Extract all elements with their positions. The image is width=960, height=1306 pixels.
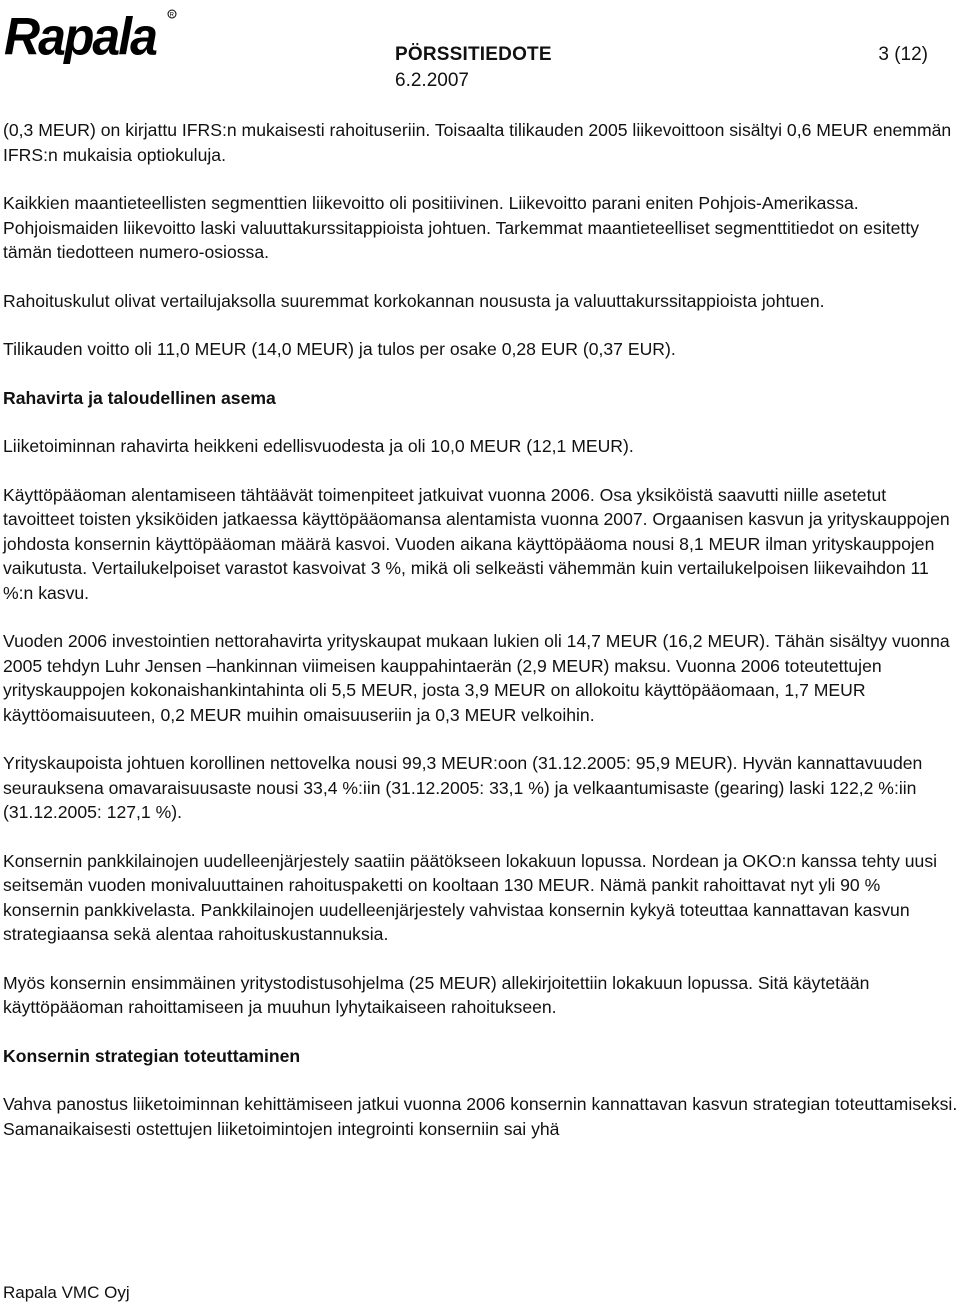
paragraph: Rahoituskulut olivat vertailujaksolla suuremmat korkokannan noususta ja valuuttakurssitappioista johtuen. xyxy=(3,290,825,311)
paragraph: Kaikkien maantieteellisten segmenttien liikevoitto oli positiivinen. Liikevoitto parani eniten Pohjois-Amerikassa. Pohjoismaiden liikevoitto laski valuuttakurssitappioista johtuen. Tarkemmat maantieteelliset segmenttitiedot on esitetty tämän tiedotteen numero-osiossa. xyxy=(3,193,919,262)
paragraph: (0,3 MEUR) on kirjattu IFRS:n mukaisesti rahoituseriin. Toisaalta tilikauden 2005 liikevoittoon sisältyi 0,6 MEUR enemmän IFRS:n mukaisia optiokuluja. xyxy=(3,120,952,165)
paragraph: Liiketoiminnan rahavirta heikkeni edellisvuodesta ja oli 10,0 MEUR (12,1 MEUR). xyxy=(3,436,634,456)
paragraph: Vahva panostus liiketoiminnan kehittämiseen jatkui vuonna 2006 konsernin kannattavan kasvun strategian toteuttamiseksi. Samanaikaisesti ostettujen liiketoimintojen integrointi konserniin sai yhä xyxy=(3,1094,958,1139)
document-date: 6.2.2007 xyxy=(395,70,469,91)
paragraph: Tilikauden voitto oli 11,0 MEUR (14,0 MEUR) ja tulos per osake 0,28 EUR (0,37 EUR). xyxy=(3,339,676,359)
section-heading: Konsernin strategian toteuttaminen xyxy=(3,1045,301,1066)
page-number: 3 (12) xyxy=(878,44,928,65)
document-body xyxy=(3,118,958,1141)
paragraph: Myös konsernin ensimmäinen yritystodistusohjelma (25 MEUR) allekirjoitettiin lokakuun lopussa. Sitä käytetään käyttöpääoman rahoittamiseen ja muuhun lyhytaikaiseen rahoitukseen. xyxy=(3,972,870,1017)
rapala-logo xyxy=(2,4,178,64)
svg-text:R: R xyxy=(169,12,174,19)
paragraph: Vuoden 2006 investointien nettorahavirta yrityskaupat mukaan lukien oli 14,7 MEUR (16,2 MEUR). Tähän sisältyy vuonna 2005 tehdyn Luhr Jensen –hankinnan viimeisen kauppahintaerän (2,9 MEUR) maksu. Vuonna 2006 toteutettujen yrityskauppojen kokonaishankintahinta oli 5,5 MEUR, josta 3,9 MEUR on allokoitu käyttöpääomaan, 1,7 MEUR käyttöomaisuuteen, 0,2 MEUR muihin omaisuuseriin ja 0,3 MEUR velkoihin. xyxy=(3,631,950,725)
document-type: PÖRSSITIEDOTE xyxy=(395,44,552,65)
section-heading: Rahavirta ja taloudellinen asema xyxy=(3,387,276,408)
footer-company: Rapala VMC Oyj xyxy=(3,1283,130,1302)
paragraph: Yrityskaupoista johtuen korollinen nettovelka nousi 99,3 MEUR:oon (31.12.2005: 95,9 MEUR). Hyvän kannattavuuden seurauksena omavaraisuusaste nousi 33,4 %:iin (31.12.2005: 33,1 %) ja velkaantumisaste (gearing) laski 122,2 %:iin (31.12.2005: 127,1 %). xyxy=(3,753,923,822)
paragraph: Konsernin pankkilainojen uudelleenjärjestely saatiin päätökseen lokakuun lopussa. Nordean ja OKO:n kanssa tehty uusi seitsemän vuoden monivaluuttainen rahoituspaketti on kooltaan 130 MEUR. Nämä pankit rahoittavat nyt yli 90 % konsernin pankkivelasta. Pankkilainojen uudelleenjärjestely vahvistaa konsernin kykyä toteuttaa kannattavan kasvun strategiaansa sekä alentaa rahoituskustannuksia. xyxy=(3,850,938,944)
svg-text:Rapala: Rapala xyxy=(4,7,156,64)
paragraph: Käyttöpääoman alentamiseen tähtäävät toimenpiteet jatkuivat vuonna 2006. Osa yksiköistä saavutti niille asetetut tavoitteet toisten yksiköiden jatkaessa käyttöpääomansa alentamista vuonna 2007. Orgaanisen kasvun ja yrityskauppojen johdosta konsernin käyttöpääoman määrä kasvoi. Vuoden aikana käyttöpääoma nousi 8,1 MEUR ilman yrityskauppojen vaikutusta. Vertailukelpoiset varastot kasvoivat 3 %, mikä oli selkeästi vähemmän kuin vertailukelpoisen liikevaihdon 11 %:n kasvu. xyxy=(3,484,950,603)
